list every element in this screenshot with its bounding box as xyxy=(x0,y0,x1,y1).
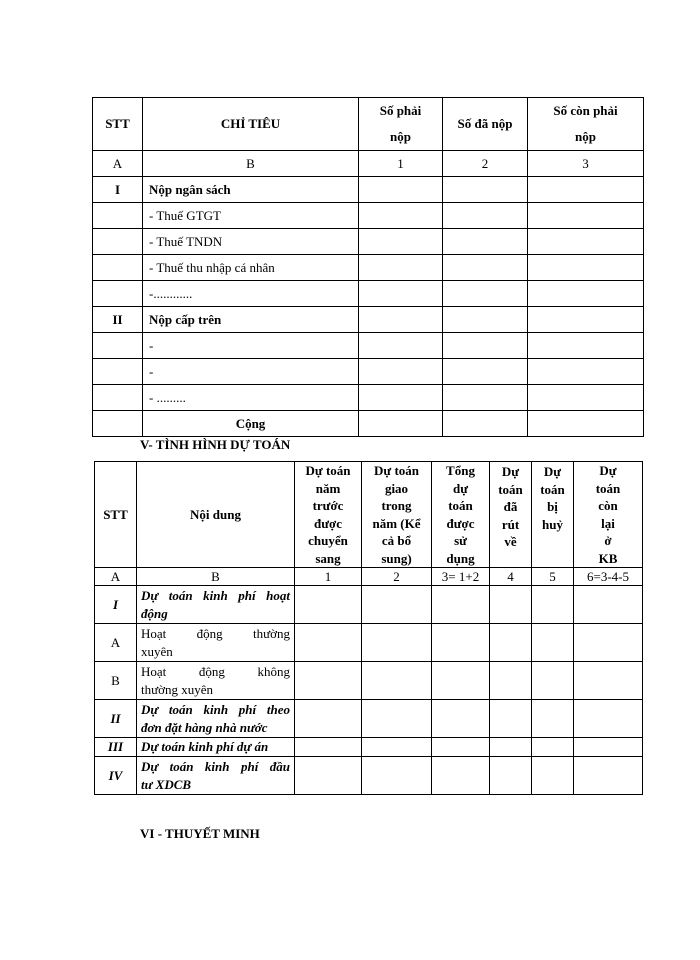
header-du-toan-nam-truoc: Dự toán năm trước được chuyển sang xyxy=(295,462,362,568)
index-row: A B 1 2 3 xyxy=(93,151,644,177)
budget-table xyxy=(94,461,643,795)
header-du-toan-con-lai: Dự toán còn lại ở KB xyxy=(574,462,643,568)
header-du-toan-giao: Dự toán giao trong năm (Kể cả bổ sung) xyxy=(362,462,432,568)
table-row: I Nộp ngân sách xyxy=(93,177,644,203)
table-row: - xyxy=(93,359,644,385)
table-row: II Dự toán kinh phí theo đơn đặt hàng nhà nước xyxy=(95,700,643,738)
header-so-phai-nop: Số phải nộp xyxy=(359,98,443,151)
table-row: II Nộp cấp trên xyxy=(93,307,644,333)
header-stt: STT xyxy=(93,98,143,151)
header-du-toan-da-rut-ve: Dự toán đã rút về xyxy=(490,462,532,568)
table-row: A Hoạt động thường xuyên xyxy=(95,624,643,662)
table-row: - Thuế TNDN xyxy=(93,229,644,255)
header-du-toan-bi-huy: Dự toán bị huỷ xyxy=(532,462,574,568)
table-row: -............ xyxy=(93,281,644,307)
table-row: - Thuế GTGT xyxy=(93,203,644,229)
total-row: Cộng xyxy=(93,411,644,437)
header-so-con-phai-nop: Số còn phải nộp xyxy=(528,98,644,151)
table-row: - Thuế thu nhập cá nhân xyxy=(93,255,644,281)
section-6-title: VI - THUYẾT MINH xyxy=(140,826,260,841)
table-row: III Dự toán kinh phí dự án xyxy=(95,738,643,757)
table-row: - ......... xyxy=(93,385,644,411)
table-row: IV Dự toán kinh phí đầu tư XDCB xyxy=(95,757,643,795)
table-row: B Hoạt động không thường xuyên xyxy=(95,662,643,700)
table-row: - xyxy=(93,333,644,359)
header-so-da-nop: Số đã nộp xyxy=(443,98,528,151)
header-stt: STT xyxy=(95,462,137,568)
table-header-row xyxy=(93,98,644,151)
section-5-title: V- TÌNH HÌNH DỰ TOÁN xyxy=(140,437,291,452)
table-header-row xyxy=(95,462,643,568)
payment-table xyxy=(92,97,644,437)
header-noi-dung: Nội dung xyxy=(137,462,295,568)
table-row: I Dự toán kinh phí hoạt động xyxy=(95,586,643,624)
index-row: A B 1 2 3= 1+2 4 5 6=3-4-5 xyxy=(95,568,643,586)
header-tong-du-toan: Tổng dự toán được sử dụng xyxy=(432,462,490,568)
header-chi-tieu: CHỈ TIÊU xyxy=(143,98,359,151)
